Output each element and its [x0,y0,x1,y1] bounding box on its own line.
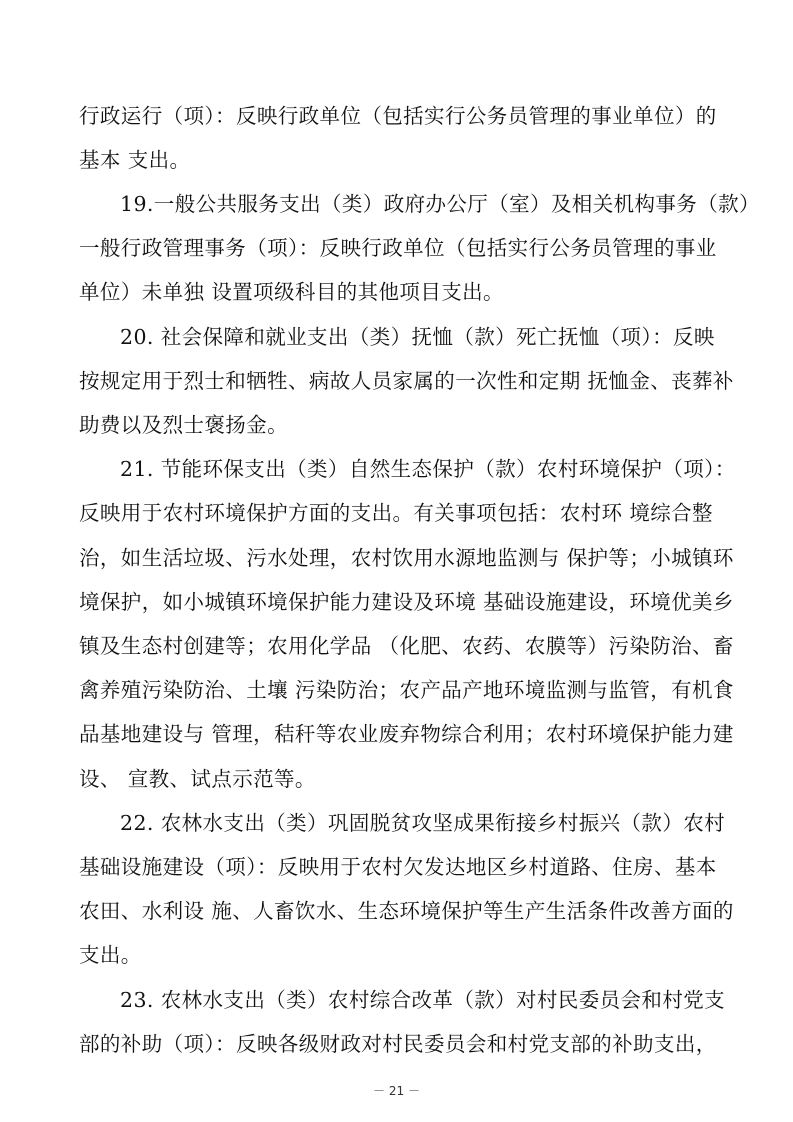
paragraph-line: 治，如生活垃圾、污水处理，农村饮用水源地监测与 保护等；小城镇环 [79,546,734,570]
paragraph-line: 农田、水利设 施、人畜饮水、生态环境保护等生产生活条件改善方面的 [79,899,734,923]
paragraph-line: 基本 支出。 [79,148,191,172]
paragraph-line: 设、 宣教、试点示范等。 [79,767,316,791]
paragraph-line: 23. 农林水支出（类）农村综合改革（款）对村民委员会和村党支 [120,988,726,1012]
paragraph-line: 基础设施建设（项）：反映用于农村欠发达地区乡村道路、住房、基本 [79,855,717,879]
paragraph-line: 禽养殖污染防治、土壤 污染防治；农产品产地环境监测与监管，有机食 [79,678,734,702]
paragraph-line: 22. 农林水支出（类）巩固脱贫攻坚成果衔接乡村振兴（款）农村 [120,811,726,835]
paragraph-line: 镇及生态村创建等；农用化学品 （化肥、农药、农膜等）污染防治、畜 [79,634,734,658]
paragraph-line: 单位）未单独 设置项级科目的其他项目支出。 [79,280,504,304]
paragraph-line: 部的补助（项）：反映各级财政对村民委员会和村党支部的补助支出， [79,1032,717,1056]
paragraph-line: 20. 社会保障和就业支出（类）抚恤（款）死亡抚恤（项）：反映 [120,325,715,349]
paragraph-line: 支出。 [79,943,142,967]
paragraph-line: 一般行政管理事务（项）：反映行政单位（包括实行公务员管理的事业 [79,236,717,260]
paragraph-line: 行政运行（项）：反映行政单位（包括实行公务员管理的事业单位）的 [79,104,717,128]
paragraph-line: 21. 节能环保支出（类）自然生态保护（款）农村环境保护（项）： [120,457,736,481]
paragraph-line: 品基地建设与 管理，秸秆等农业废弃物综合利用；农村环境保护能力建 [79,722,734,746]
paragraph-line: 19.一般公共服务支出（类）政府办公厅（室）及相关机构事务（款） [120,192,760,216]
paragraph-line: 境保护，如小城镇环境保护能力建设及环境 基础设施建设，环境优美乡 [79,590,734,614]
page-number: － 21 － [373,1084,420,1098]
paragraph-line: 助费以及烈士褒扬金。 [79,413,288,437]
paragraph-line: 反映用于农村环境保护方面的支出。有关事项包括：农村环 境综合整 [79,501,713,525]
paragraph-line: 按规定用于烈士和牺牲、病故人员家属的一次性和定期 抚恤金、丧葬补 [79,369,734,393]
